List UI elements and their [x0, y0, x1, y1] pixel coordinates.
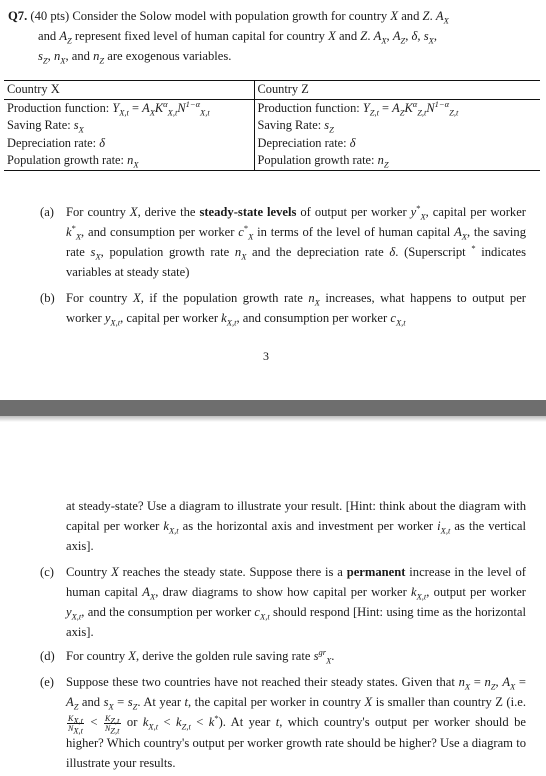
population-growth-x: Population growth rate: $n_X$ — [4, 152, 254, 170]
sub-question-label: (e) — [40, 675, 54, 689]
table-row — [4, 135, 540, 153]
sub-question-d — [40, 646, 526, 666]
table-row — [4, 152, 540, 170]
question-points: (40 pts) — [30, 9, 70, 23]
sub-question-text: For country X, derive the golden rule saving rate $s^{gr}_X$. — [66, 646, 335, 666]
fraction-kz-nz: $\frac{K_{Z,t}}{N_{Z,t}}$ — [104, 713, 120, 736]
question-number: Q7. — [8, 9, 28, 23]
sub-question-text: For country X, derive the steady-state levels of output per worker $y^*_X$, capital per worker $k^*_X$, and consumption per worker $c^*_X$ in terms of the level of human capital $A_X$, the saving rate $s_X$, population growth rate $n_X$ and the depreciation rate δ. (Superscript * indicates variables at steady state) — [66, 202, 527, 279]
table-header-row — [4, 81, 540, 100]
country-comparison-table — [4, 80, 540, 171]
sub-question-a — [40, 202, 526, 282]
sub-question-label: (a) — [40, 205, 54, 219]
question-intro-cont: and $A_Z$ represent fixed level of human capital for country X and Z. $A_X$, $A_Z$, δ, $s_X$, $s_Z$, $n_X$, and $n_Z$ are exogenous variables. — [38, 29, 437, 66]
production-function-z: Production function: $Y_{Z,t} = A_ZK^\alpha_{Z,t}N^{1-\alpha}_{Z,t}$ — [254, 99, 540, 117]
sub-question-text: Country X reaches the steady state. Suppose there is a permanent increase in the level of human capital $A_X$, draw diagrams to show how capital per worker $k_{X,t}$, output per worker $y_{X,t}$, and the consumption per worker $c_{X,t}$ should respond [Hint: using time as the horizontal axis]. — [66, 565, 527, 639]
table-row — [4, 117, 540, 135]
sub-question-c — [40, 562, 526, 642]
depreciation-rate-z: Depreciation rate: δ — [254, 135, 540, 153]
page-separator-shadow — [0, 416, 546, 422]
sub-question-b-continued: at steady-state? Use a diagram to illustrate your result. [Hint: think about the diagram with capital per worker $k_{X,t}$ as the horizontal axis and investment per worker $i_{X,t}$ as the vertical axis]. — [66, 499, 526, 553]
sub-question-label: (b) — [40, 291, 55, 305]
table-row — [4, 99, 540, 117]
production-function-x: Production function: $Y_{X,t} = A_XK^\alpha_{X,t}N^{1-\alpha}_{X,t}$ — [7, 98, 210, 117]
population-growth-z: Population growth rate: $n_Z$ — [254, 152, 540, 170]
fraction-kx-nx: $\frac{K_{X,t}}{N_{X,t}}$ — [68, 713, 84, 736]
sub-question-label: (c) — [40, 565, 54, 579]
page-number: 3 — [263, 349, 269, 363]
question-intro: Consider the Solow model with population growth for country X and Z. $A_X$ — [72, 9, 449, 26]
saving-rate-x: Saving Rate: $s_X$ — [7, 118, 84, 135]
country-x-header: Country X — [4, 81, 254, 100]
question-header — [8, 6, 538, 66]
sub-question-label: (d) — [40, 649, 55, 663]
sub-question-text: Suppose these two countries have not reached their steady states. Given that $n_X = n_Z$, $A_X = A_Z$ and $s_X = s_Z$. At year t, the capital per worker in country X is smaller than country Z (i.e. $\frac{K_{X,t}}{N_{X,t}}$ < $\frac{K_{Z,t}}{N_{Z,t}}$ or $k_{X,t} < k_{Z,t} < k^*$). At year t, which country's output per worker should be higher? Which country's output per worker growth rate should be higher? Use a diagram to illustrate your results. — [66, 675, 527, 770]
sub-question-b — [40, 288, 526, 328]
sub-question-e — [40, 672, 526, 773]
depreciation-rate-x: Depreciation rate: δ — [7, 135, 105, 150]
sub-question-text: For country X, if the population growth rate $n_X$ increases, what happens to output per worker $y_{X,t}$, capital per worker $k_{X,t}$, and consumption per worker $c_{X,t}$ — [66, 291, 526, 328]
page-separator — [0, 400, 546, 416]
saving-rate-z: Saving Rate: $s_Z$ — [254, 117, 540, 135]
country-z-header: Country Z — [254, 81, 540, 100]
